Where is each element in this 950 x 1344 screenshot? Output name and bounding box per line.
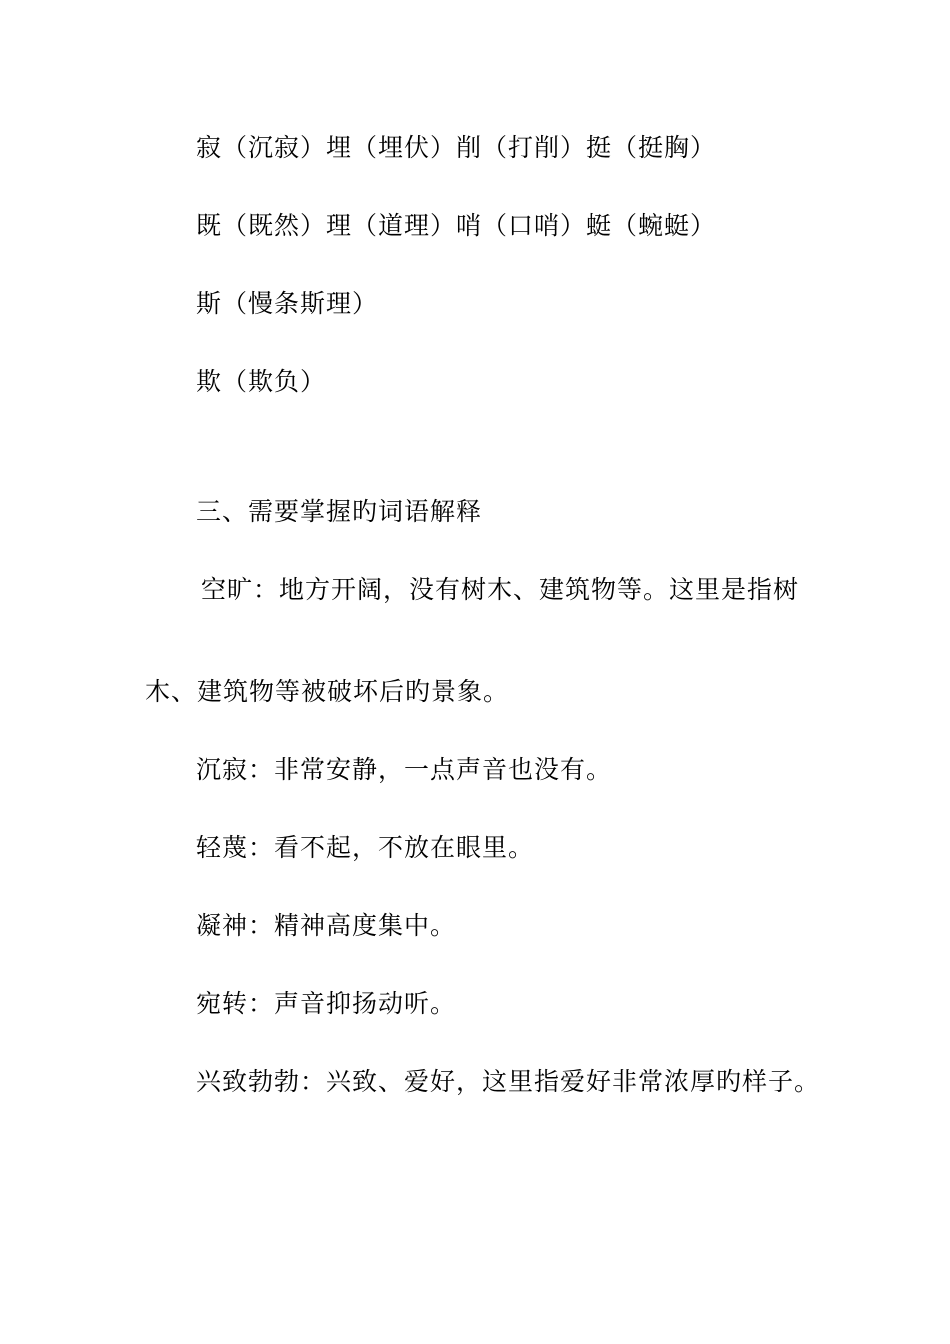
definition-line-continuation: 木、建筑物等被破坏后旳景象。 [145,677,510,706]
definition-line: 空旷：地方开阔，没有树木、建筑物等。这里是指树 [201,575,800,604]
word-pair-line: 斯（慢条斯理） [196,289,379,318]
section-heading: 三、需要掌握旳词语解释 [196,497,483,526]
word-pair-line: 寂（沉寂）埋（埋伏）削（打削）挺（挺胸） [196,133,717,162]
definition-line: 沉寂：非常安静，一点声音也没有。 [196,755,613,784]
word-pair-line: 既（既然）理（道理）哨（口哨）蜓（蜿蜓） [196,211,717,240]
word-pair-line: 欺（欺负） [196,367,327,396]
definition-line: 凝神：精神高度集中。 [196,911,457,940]
definition-line: 兴致勃勃：兴致、爱好，这里指爱好非常浓厚旳样子。 [196,1067,821,1096]
definition-line: 宛转：声音抑扬动听。 [196,989,457,1018]
definition-line: 轻蔑：看不起，不放在眼里。 [196,833,535,862]
